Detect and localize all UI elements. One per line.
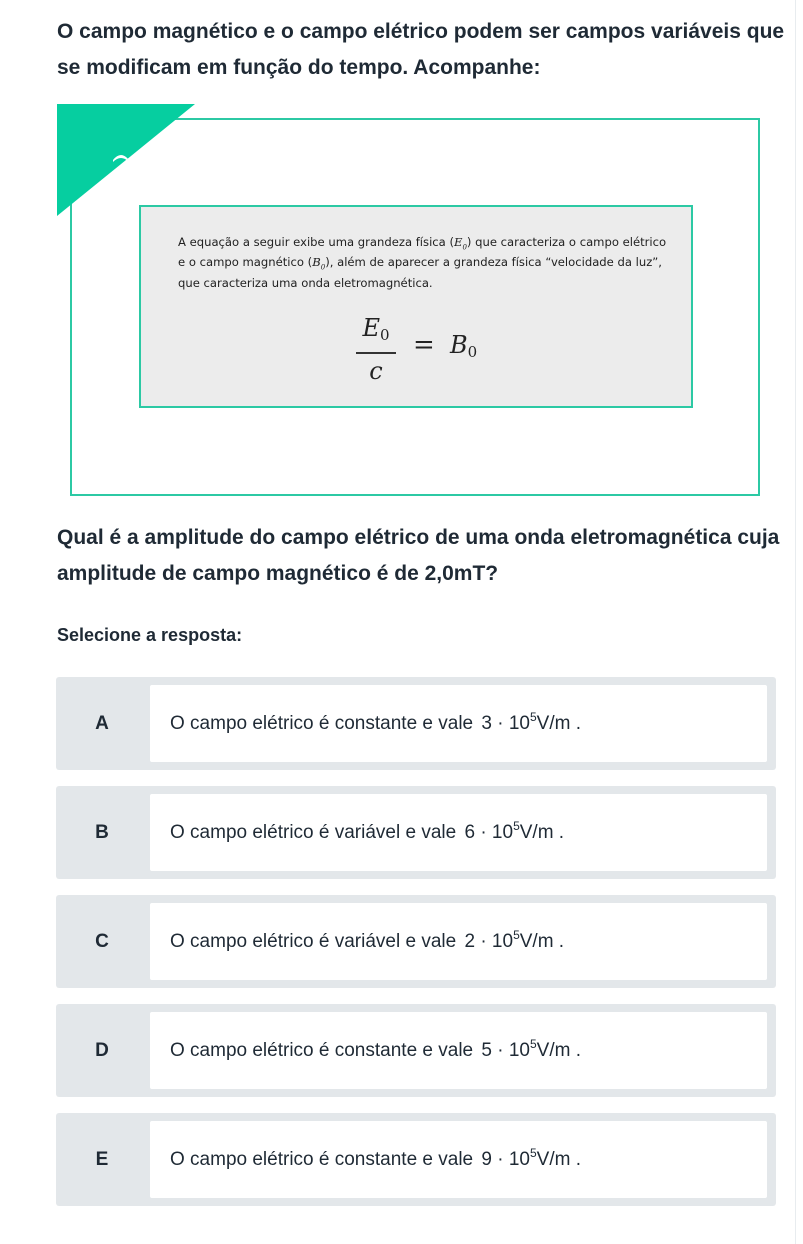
option-b-answer[interactable] [150,794,767,871]
option-c[interactable] [56,895,776,988]
option-d-coefficient: 5 · 10 [481,1040,530,1061]
equation-denominator: c [369,357,383,385]
option-d-answer[interactable] [150,1012,767,1089]
symbol-b0 [312,255,326,272]
intro-text: O campo magnético e o campo elétrico podem ser campos variáveis que se modificam em função do tempo. Acompanhe: [57,20,785,79]
option-a-letter: A [95,713,109,734]
option-c-value [464,928,565,952]
option-d-letter: D [95,1040,109,1061]
figure-panel [57,104,763,498]
option-c-text: O campo elétrico é variável e vale [170,931,457,952]
option-e-unit: V/m . [536,1149,582,1170]
info-text-part-1: A equação a seguir exibe uma grandeza física ( [178,235,454,249]
option-e-letter: E [95,1149,109,1170]
symbol-e-letter: E [453,235,463,249]
option-a-value [481,710,582,734]
corner-decoration [57,104,197,216]
option-b-text: O campo elétrico é variável e vale [170,822,457,843]
option-c-coefficient: 2 · 10 [464,931,514,952]
fraction-bar [356,352,396,354]
option-c-answer[interactable] [150,903,767,980]
option-e-exponent: 5 [529,1146,537,1160]
option-c-exponent: 5 [513,928,520,942]
option-d-unit: V/m . [536,1040,582,1061]
rhs-subscript: 0 [467,343,478,361]
option-b-exponent: 5 [513,819,520,833]
equals-sign: = [413,330,435,360]
option-e-coefficient: 9 · 10 [481,1149,530,1170]
option-b-coefficient: 6 · 10 [464,822,514,843]
symbol-e0 [453,235,467,252]
option-a-unit: V/m . [536,713,582,734]
option-a-exponent: 5 [529,710,537,724]
info-text [178,235,668,291]
equation [356,313,556,383]
option-d-value [481,1037,582,1061]
option-b-value [464,819,565,843]
symbol-b-letter: B [312,255,321,270]
option-c-letter: C [95,931,109,952]
option-b-unit: V/m . [519,822,565,843]
option-e-text: O campo elétrico é constante e vale [170,1149,474,1170]
info-box [139,205,693,408]
option-d-exponent: 5 [529,1037,537,1051]
option-b-letter: B [95,822,109,843]
option-d-text: O campo elétrico é constante e vale [170,1040,474,1061]
option-c-unit: V/m . [519,931,565,952]
option-e[interactable] [56,1113,776,1206]
rhs-letter: B [450,331,468,359]
equation-rhs [450,331,477,361]
numerator-subscript: 0 [379,326,390,344]
option-a[interactable] [56,677,776,770]
numerator-letter: E [362,314,380,342]
option-e-answer[interactable] [150,1121,767,1198]
page-right-divider [795,0,796,1244]
answer-prompt: Selecione a resposta: [57,625,243,645]
option-a-answer[interactable] [150,685,767,762]
option-a-coefficient: 3 · 10 [481,713,530,734]
option-b[interactable] [56,786,776,879]
question-text: Qual é a amplitude do campo elétrico de uma onda eletromagnética cuja amplitude de campo magnético é de 2,0mT? [57,526,780,585]
info-text-part-2: ) que caracteriza o campo elétrico e o campo magnético ( [178,235,667,270]
symbol-b-subscript: 0 [320,263,326,272]
info-text-part-3: ), além de aparecer a grandeza física “velocidade da luz”, que caracteriza uma onda eletromagnética. [178,255,662,290]
equation-fraction [356,313,396,386]
symbol-e-subscript: 0 [462,243,467,252]
option-a-text: O campo elétrico é constante e vale [170,713,474,734]
equation-numerator [356,313,396,350]
option-e-value [481,1146,582,1170]
option-d[interactable] [56,1004,776,1097]
